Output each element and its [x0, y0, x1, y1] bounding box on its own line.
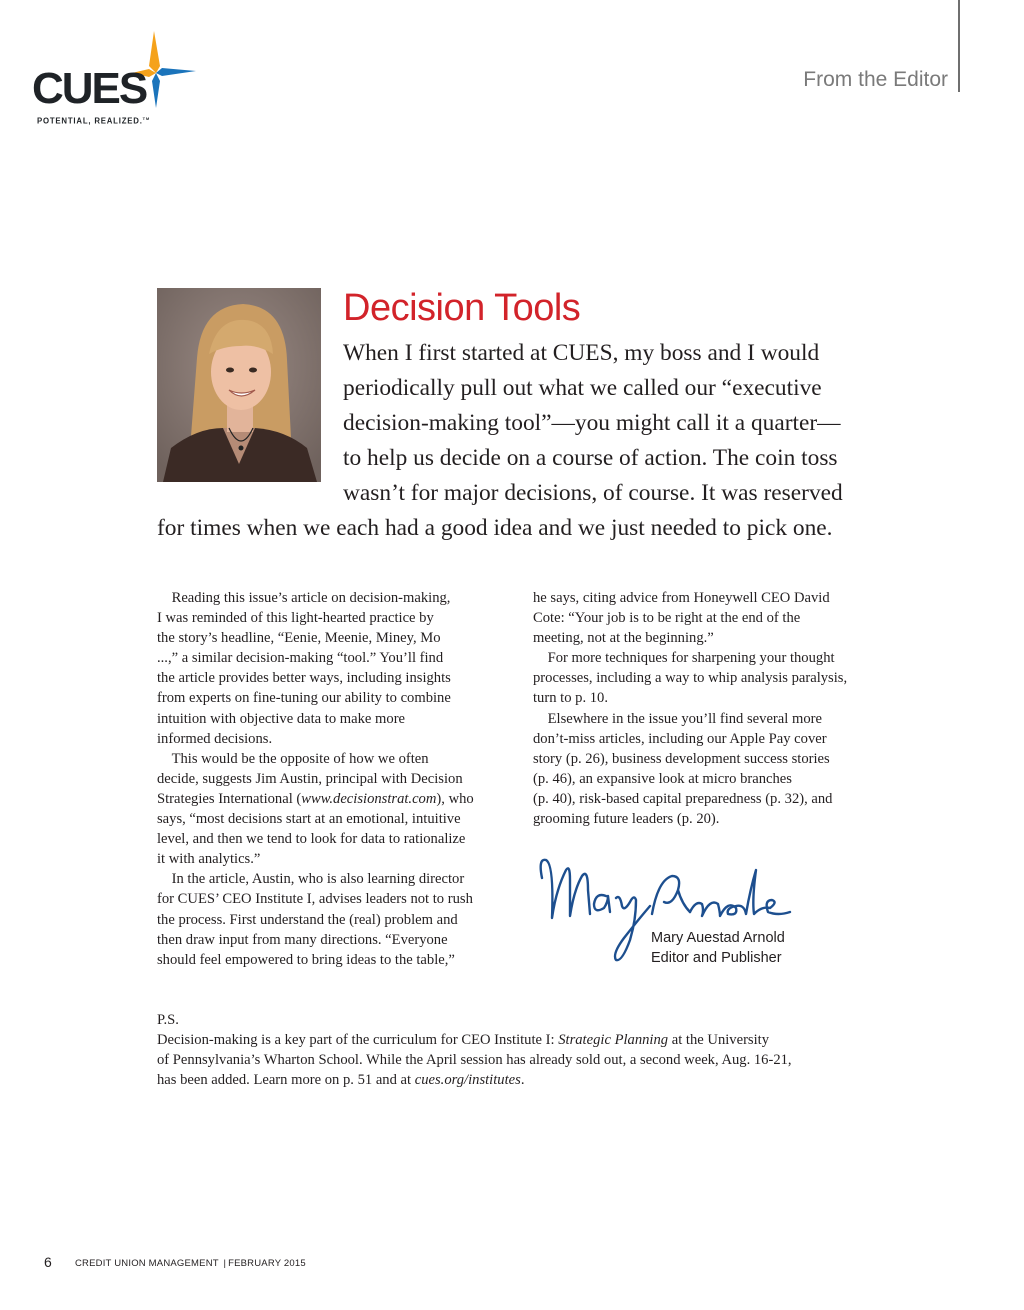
intro-line: wasn’t for major decisions, of course. It was reserved	[343, 480, 843, 506]
body-line: turn to p. 10.	[533, 690, 608, 707]
body-text: ), who	[436, 790, 474, 807]
body-line: intuition with objective data to make more	[157, 710, 406, 727]
postscript	[157, 1010, 897, 1090]
body-text: Strategies International (	[157, 790, 302, 807]
body-line: informed decisions.	[157, 730, 273, 747]
body-line: story (p. 26), business development success stories	[533, 750, 830, 767]
intro-line: When I first started at CUES, my boss and I would	[343, 340, 820, 366]
ps-website-link[interactable]: cues.org/institutes	[414, 1072, 521, 1089]
body-line: grooming future leaders (p. 20).	[533, 811, 720, 828]
body-line: Cote: “Your job is to be right at the end of the	[533, 610, 801, 627]
footer-publication	[75, 1258, 306, 1269]
body-line: For more techniques for sharpening your thought	[533, 650, 835, 667]
section-divider	[958, 0, 960, 92]
section-label: From the Editor	[803, 68, 948, 91]
intro-line: for times when we each had a good idea and we just needed to pick one.	[157, 515, 833, 541]
body-line: says, “most decisions start at an emotional, intuitive	[157, 811, 461, 828]
body-line: Reading this issue’s article on decision-making,	[157, 590, 451, 606]
body-line: processes, including a way to whip analysis paralysis,	[533, 670, 848, 687]
body-line: ...,” a similar decision-making “tool.” You’ll find	[157, 650, 444, 667]
intro-line: periodically pull out what we called our “executive	[343, 375, 822, 401]
ps-text: at the University	[668, 1032, 770, 1049]
ps-line: of Pennsylvania’s Wharton School. While the April session has already sold out, a second week, Aug. 16-21,	[157, 1052, 792, 1069]
intro-line: to help us decide on a course of action. The coin toss	[343, 445, 838, 471]
body-line: level, and then we tend to look for data to rationalize	[157, 831, 466, 848]
body-line: it with analytics.”	[157, 851, 261, 868]
body-line	[157, 789, 517, 809]
body-line: he says, citing advice from Honeywell CEO David	[533, 590, 830, 606]
body-line: don’t-miss articles, including our Apple Pay cover	[533, 730, 827, 747]
ps-line	[157, 1030, 897, 1050]
publication-name: CREDIT UNION MANAGEMENT	[75, 1258, 219, 1269]
logo-wordmark: CUES	[32, 64, 147, 113]
footer-separator: |	[223, 1258, 227, 1269]
ps-course-title: Strategic Planning	[558, 1032, 669, 1049]
body-column-right	[533, 588, 893, 829]
body-line: the story’s headline, “Eenie, Meenie, Miney, Mo	[157, 630, 441, 647]
body-line: This would be the opposite of how we often	[157, 750, 429, 767]
ps-text: .	[520, 1072, 525, 1089]
page-number: 6	[44, 1254, 52, 1270]
ps-label: P.S.	[157, 1012, 179, 1028]
editor-title: Editor and Publisher	[651, 950, 782, 966]
body-line: the process. First understand the (real) problem and	[157, 911, 458, 928]
ps-line	[157, 1070, 897, 1090]
logo-tagline	[37, 116, 150, 126]
body-line: In the article, Austin, who is also learning director	[157, 871, 465, 888]
intro-line: decision-making tool”—you might call it a quarter—	[343, 410, 841, 436]
body-line: decide, suggests Jim Austin, principal with Decision	[157, 770, 463, 787]
body-line: for CUES’ CEO Institute I, advises leaders not to rush	[157, 891, 473, 908]
cues-logo	[28, 26, 203, 130]
website-link[interactable]: www.decisionstrat.com	[301, 790, 437, 807]
ps-text: Decision-making is a key part of the curriculum for CEO Institute I:	[157, 1032, 559, 1049]
body-line: then draw input from many directions. “Everyone	[157, 931, 448, 948]
editor-photo	[157, 288, 321, 482]
article-headline: Decision Tools	[343, 287, 581, 329]
trademark-mark: TM	[142, 116, 151, 121]
body-line: Elsewhere in the issue you’ll find several more	[533, 710, 822, 727]
body-line: I was reminded of this light-hearted practice by	[157, 610, 434, 627]
ps-text: has been added. Learn more on p. 51 and at	[157, 1072, 415, 1089]
body-line: (p. 46), an expansive look at micro branches	[533, 770, 792, 787]
tagline-text: POTENTIAL, REALIZED.	[37, 116, 143, 126]
body-line: should feel empowered to bring ideas to the table,”	[157, 951, 455, 968]
body-line: meeting, not at the beginning.”	[533, 630, 714, 647]
body-line: (p. 40), risk-based capital preparedness (p. 32), and	[533, 790, 833, 807]
editor-name: Mary Auestad Arnold	[651, 930, 785, 946]
body-line: from experts on fine-tuning our ability to combine	[157, 690, 451, 707]
body-line: the article provides better ways, including insights	[157, 670, 451, 687]
body-column-left	[157, 588, 517, 970]
issue-date: FEBRUARY 2015	[228, 1258, 306, 1269]
